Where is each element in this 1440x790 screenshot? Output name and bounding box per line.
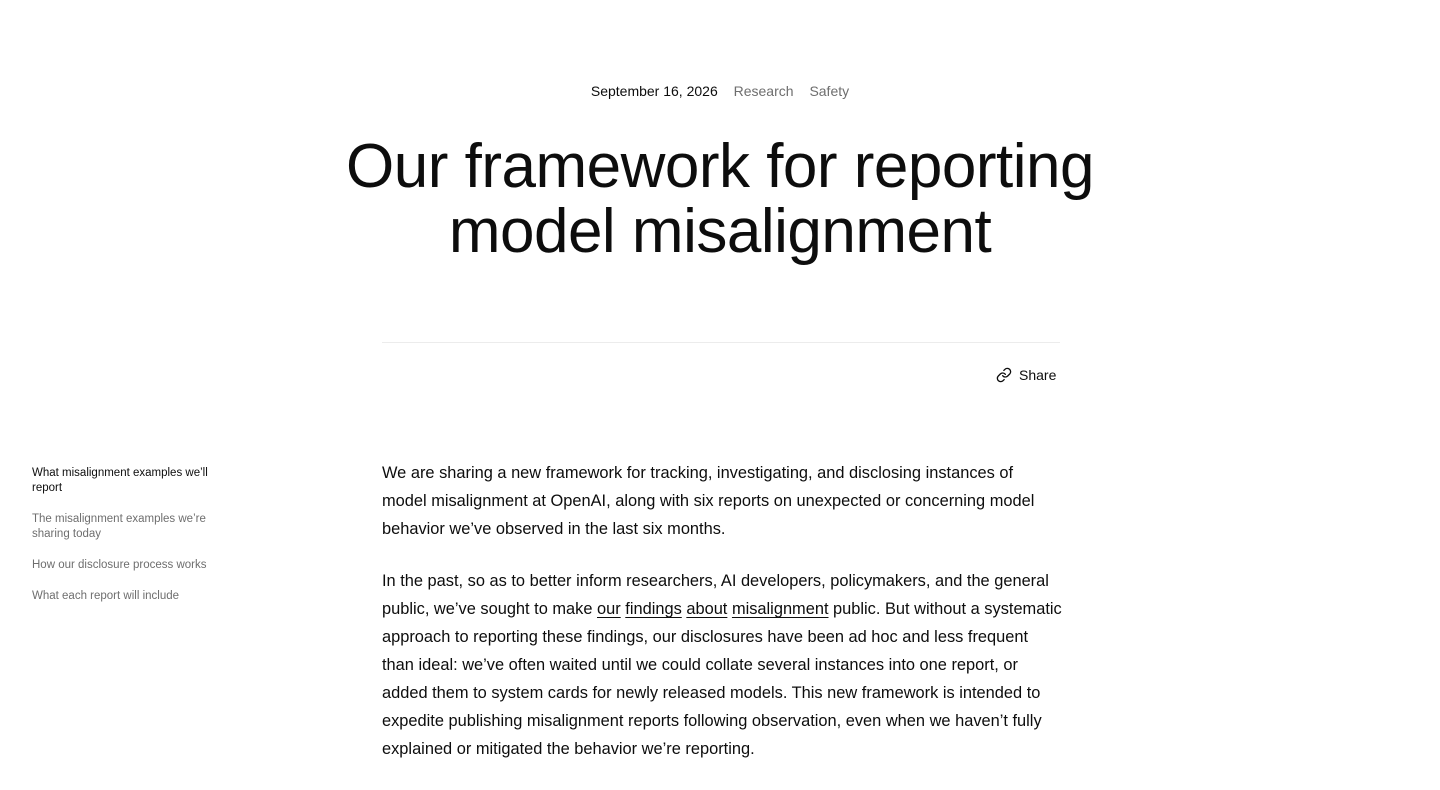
page-title	[0, 134, 1440, 264]
paragraph-2-text-end: public. But without a systematic approach to reporting these findings, our disclosures have been ad hoc and less frequent than ideal: we’ve often waited until we could collate several instances into one report, or added them to system cards for newly released models. This new framework is intended to expedite publishing misalignment reports following observation, even when we haven’t fully explained or mitigated the behavior we’re reporting.	[382, 600, 1062, 758]
tag-research[interactable]: Research	[733, 83, 794, 99]
link-about[interactable]: about	[686, 600, 728, 618]
publish-date: September 16, 2026	[590, 83, 718, 99]
toc-item-report-contents[interactable]: What each report will include	[32, 590, 180, 602]
link-misalignment[interactable]: misalignment	[731, 600, 829, 618]
toc-item-examples-today[interactable]: The misalignment examples we’re sharing today	[32, 513, 206, 540]
article-paragraph-2	[382, 567, 1062, 763]
tag-safety[interactable]: Safety	[809, 83, 850, 99]
share-button[interactable]	[996, 365, 1056, 385]
link-findings[interactable]: findings	[625, 600, 682, 618]
paragraph-2-text-start: In the past, so as to better inform researchers, AI developers, policymakers, and the general public, we’ve sought to make	[382, 572, 1049, 618]
article-paragraph-1: We are sharing a new framework for tracking, investigating, and disclosing instances of model misalignment at OpenAI, along with six reports on unexpected or concerning model behavior we’ve observed in the last six months.	[382, 464, 1035, 538]
link-our[interactable]: our	[597, 600, 621, 618]
page-title-line-1: Our framework for reporting	[346, 132, 1094, 201]
table-of-contents	[32, 466, 222, 620]
toc-item-what-we-report[interactable]: What misalignment examples we’ll report	[32, 467, 208, 494]
article-body	[382, 459, 1062, 787]
share-label: Share	[1019, 367, 1057, 383]
header-divider	[382, 342, 1060, 343]
page-title-line-2: model misalignment	[448, 197, 992, 266]
article-meta	[0, 82, 1440, 100]
link-icon	[996, 367, 1012, 383]
toc-item-disclosure-process[interactable]: How our disclosure process works	[32, 559, 207, 571]
